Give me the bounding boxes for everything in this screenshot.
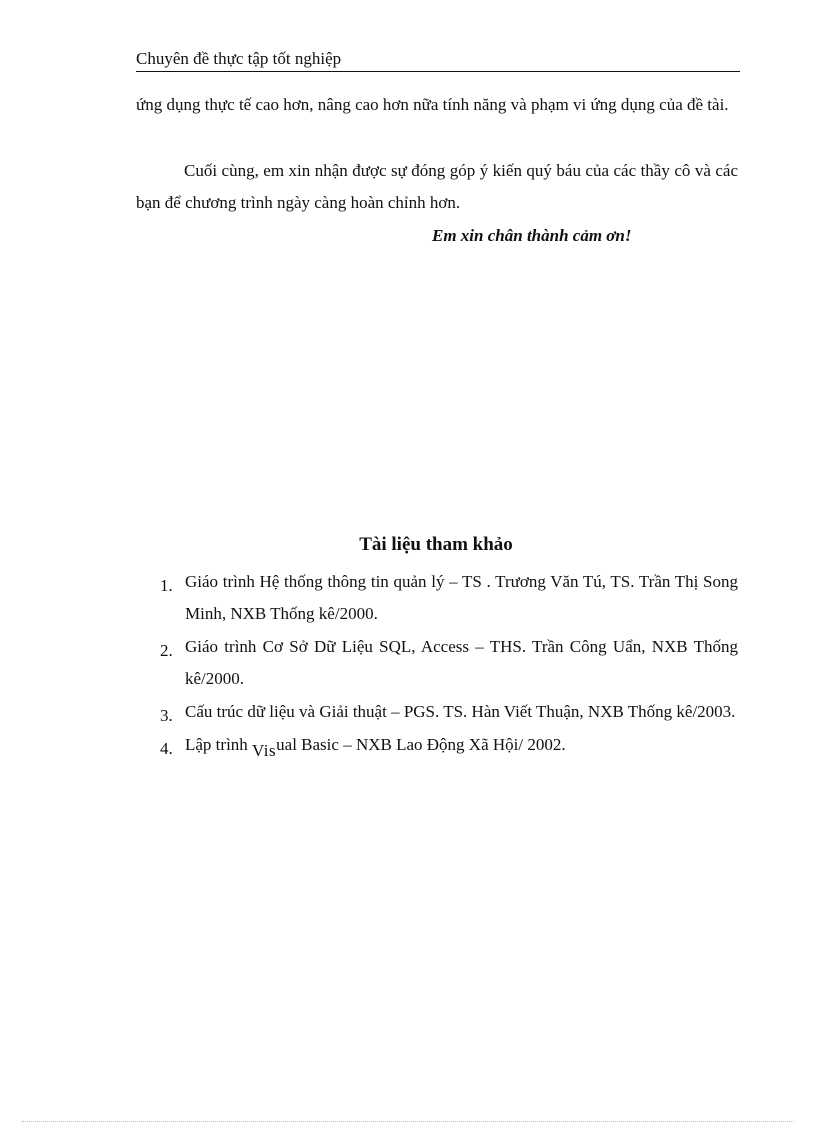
reference-number: 2. [160, 641, 173, 660]
reference-item [160, 696, 740, 728]
reference-number: 3. [160, 706, 173, 725]
body-paragraph-1: ứng dụng thực tế cao hơn, nâng cao hơn nữa tính năng và phạm vi ứng dụng của đề tài. [136, 95, 729, 114]
header-title: Chuyên đề thực tập tốt nghiệp [136, 49, 342, 68]
references-title: Tài liệu tham khảo [359, 534, 513, 555]
reference-item [160, 729, 740, 761]
reference-text-subscript: Vis [252, 741, 277, 760]
body-paragraph-2: Cuối cùng, em xin nhận được sự đóng góp ý kiến quý báu của các thầy cô và các bạn để chương trình ngày càng hoàn chỉnh hơn. [136, 161, 738, 212]
reference-item [160, 566, 740, 630]
page-bottom-divider [22, 1121, 794, 1122]
thanks-line: Em xin chân thành cảm ơn! [432, 226, 632, 245]
reference-text: Giáo trình Cơ Sở Dữ Liệu SQL, Access – THS. Trần Công Uẩn, NXB Thống kê/2000. [185, 637, 738, 688]
page-header [136, 48, 740, 72]
reference-text: Giáo trình Hệ thống thông tin quản lý – TS . Trương Văn Tú, TS. Trần Thị Song Minh, NXB Thống kê/2000. [185, 572, 738, 623]
reference-item [160, 631, 740, 695]
reference-number: 1. [160, 576, 173, 595]
reference-text [185, 729, 738, 761]
references-list [160, 566, 740, 762]
reference-text-end: ual Basic – NXB Lao Động Xã Hội/ 2002. [276, 735, 566, 754]
reference-number: 4. [160, 739, 173, 758]
reference-text-start: Lập trình [185, 735, 253, 754]
reference-text: Cấu trúc dữ liệu và Giải thuật – PGS. TS. Hàn Viết Thuận, NXB Thống kê/2003. [185, 702, 736, 721]
